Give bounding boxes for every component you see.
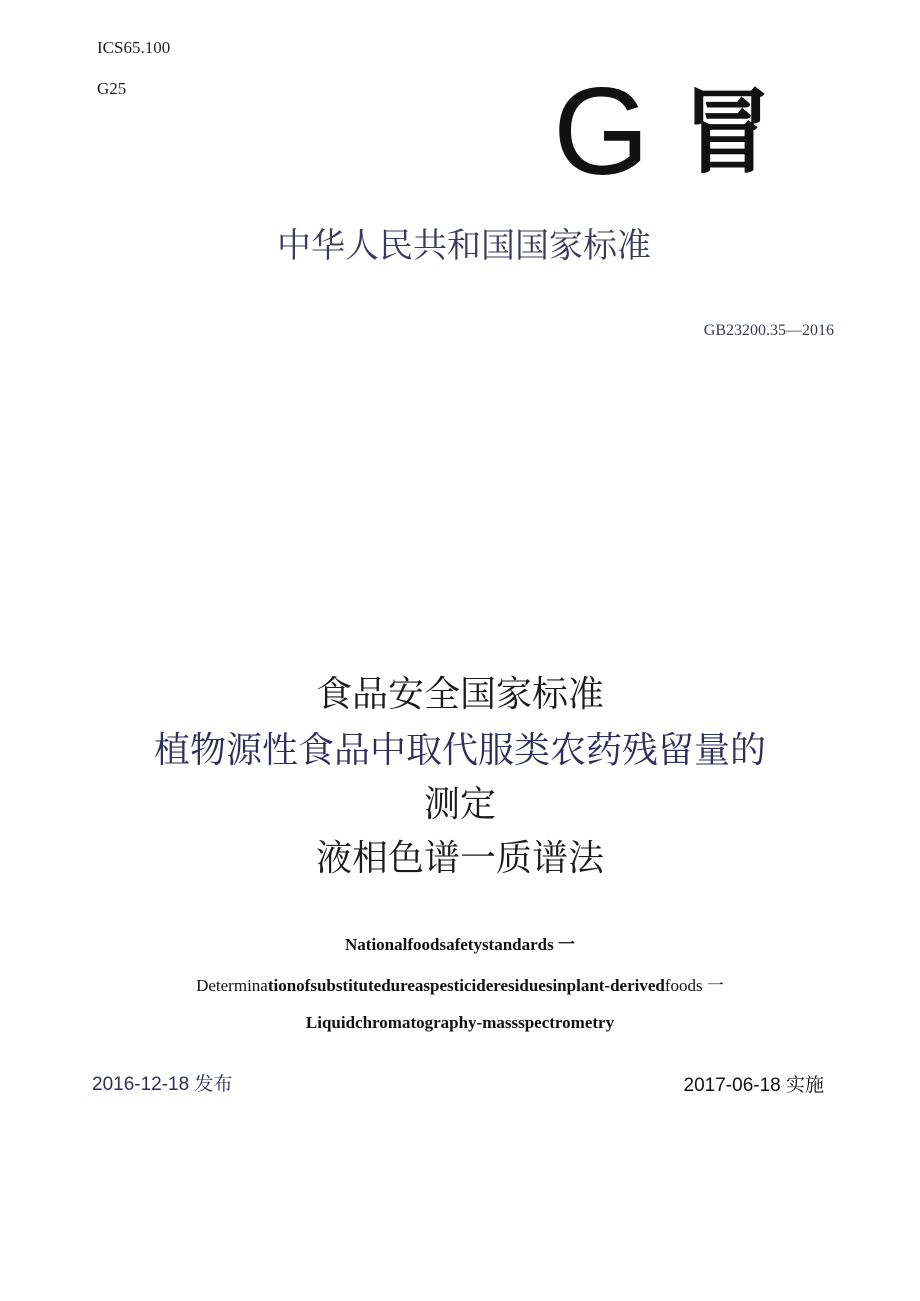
standard-title [0,668,920,886]
title-line-3: 测定 [423,784,496,825]
english-title-line-3: Liquidchromatography-massspectrometry [305,1013,615,1032]
publish-date: 2016-12-18 发布 [92,1074,233,1095]
title-line-2: 植物源性食品中取代服类农药残留量的 [153,730,766,771]
english-title-line-2-end: foods 一 [664,976,724,995]
title-line-4: 液相色谱一质谱法 [315,838,604,879]
english-title-line-2-bold: tionofsubstitutedureaspesticideresiduesinplant-derived [267,976,665,995]
english-title-line-1: Nationalfoodsafetystandards 一 [345,935,575,954]
logo-glyph: 冒 [681,79,774,186]
standard-number: GB23200.35—2016 [703,322,834,339]
english-title-line-2-start: Determina [196,976,268,995]
issuer-heading [0,218,920,267]
issuer-text: 中华人民共和国国家标准 [277,226,651,266]
logo-letter-g: G [553,63,650,201]
implementation-date: 2017-06-18 实施 [683,1075,824,1096]
title-line-1: 食品安全国家标准 [315,674,604,715]
classification-code: G25 [97,79,127,98]
ics-code: ICS65.100 [97,38,171,57]
english-title-line-2 [0,971,920,996]
